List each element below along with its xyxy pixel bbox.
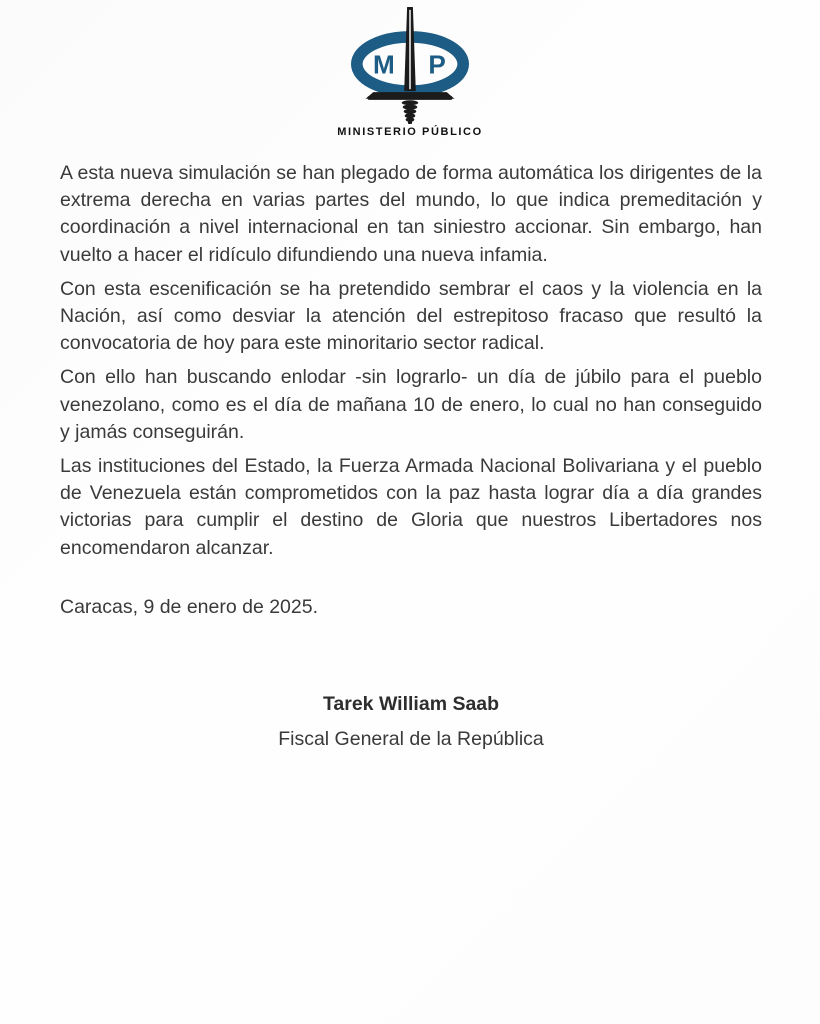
- paragraph-3: Con ello han buscando enlodar -sin lograrlo- un día de júbilo para el pueblo venezolano, como es el día de mañana 10 de enero, lo cual no han conseguido y jamás conseguirán.: [60, 366, 762, 443]
- sword-grip: [402, 100, 418, 124]
- logo-wordmark: MINISTERIO PÚBLICO: [337, 126, 483, 138]
- signatory-name: Tarek William Saab: [322, 692, 500, 715]
- signatory-title: Fiscal General de la República: [278, 727, 544, 750]
- paragraph-4: Las instituciones del Estado, la Fuerza Armada Nacional Bolivariana y el pueblo de Venezuela están comprometidos con la paz hasta lograr día a día grandes victorias para cumplir el destino de Gloria que nuestros Libertadores nos encomendaron alcanzar.: [60, 455, 762, 559]
- dateline: Caracas, 9 de enero de 2025.: [60, 595, 319, 618]
- logo-letter-p: P: [428, 49, 446, 80]
- statement-body: [60, 160, 762, 753]
- paragraph-2: Con esta escenificación se ha pretendido sembrar el caos y la violencia en la Nación, así como desviar la atención del estrepitoso fracaso que resultó la convocatoria de hoy para este minoritario sector radical.: [60, 277, 762, 355]
- paragraph-1: A esta nueva simulación se han plegado de forma automática los dirigentes de la extrema derecha en varias partes del mundo, lo que indica premeditación y coordinación a nivel internacional en tan siniestro accionar. Sin embargo, han vuelto a hacer el ridículo difundiendo una nueva infamia.: [60, 162, 762, 266]
- ministerio-publico-logo: [0, 6, 820, 138]
- logo-letter-m: M: [373, 49, 395, 80]
- mp-sword-emblem-icon: [318, 6, 502, 124]
- signature-block: [60, 691, 762, 753]
